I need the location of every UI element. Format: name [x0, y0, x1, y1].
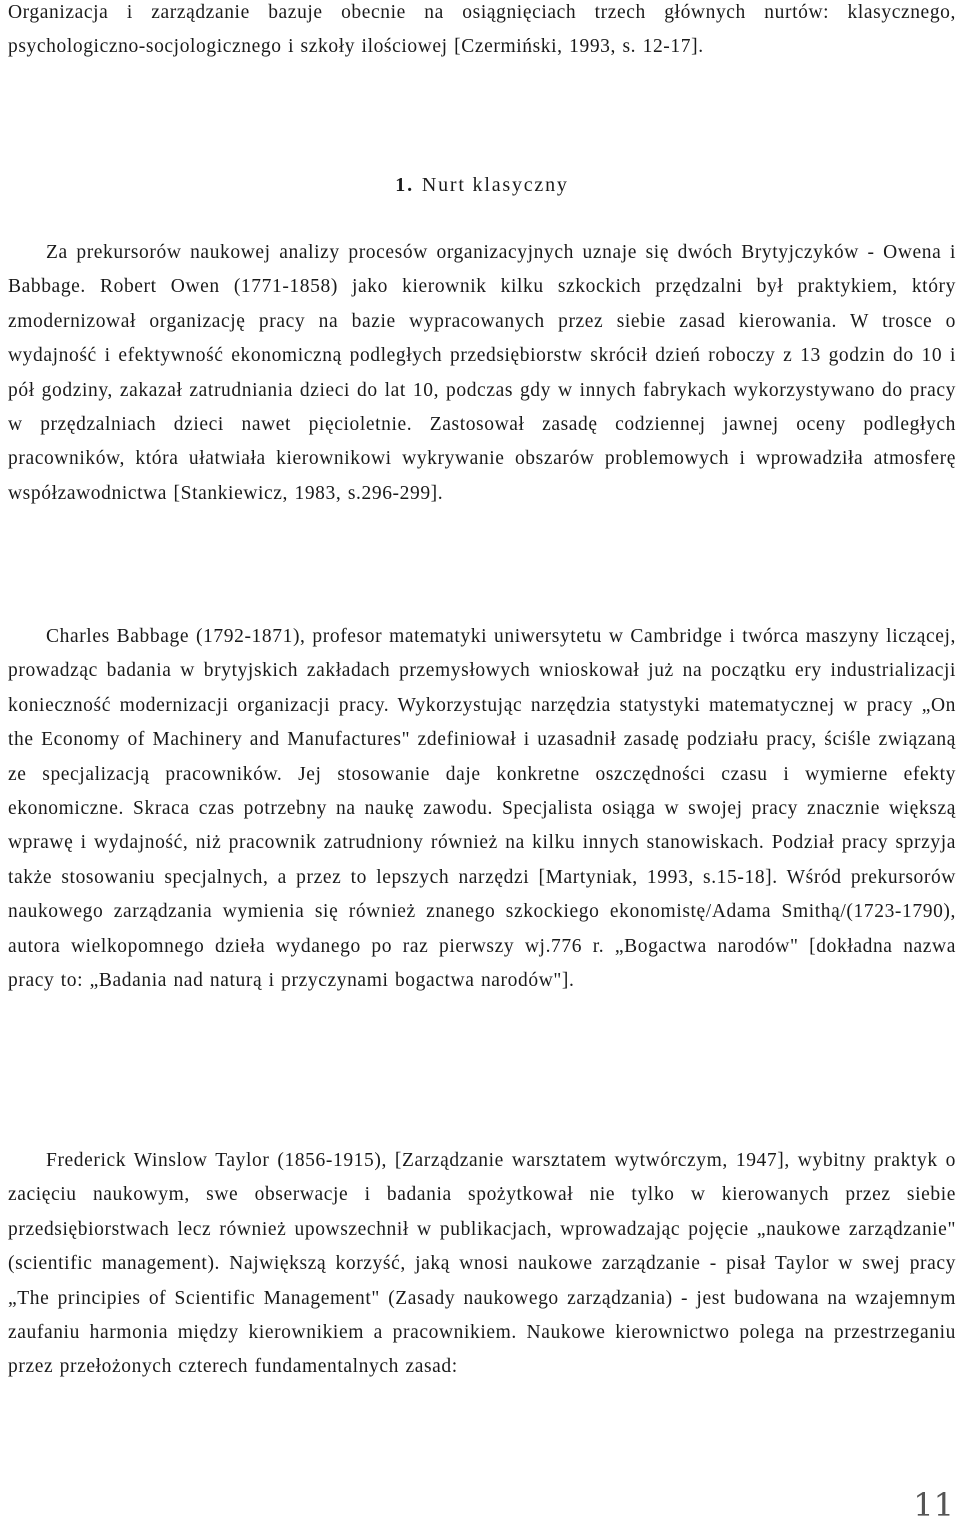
section-heading: [8, 170, 956, 200]
paragraph-taylor: Frederick Winslow Taylor (1856-1915), [Zarządzanie warsztatem wytwórczym, 1947], wybitny praktyk o zacięciu naukowym, swe obserwacje i badania spożytkował nie tylko w kierowanych przez siebie przedsiębiorstwach lecz również upowszechnił w publikacjach, wprowadzając pojęcie „naukowe zarządzanie" (scientific management). Największą korzyść, jaką wnosi naukowe zarządzanie - pisał Taylor w swej pracy „The principies of Scientific Management" (Zasady naukowego zarządzania) - jest budowana na wzajemnym zaufaniu harmonia między kierownikiem a pracownikiem. Naukowe kierownictwo polega na przestrzeganiu przez przełożonych czterech fundamentalnych zasad:: [8, 1150, 956, 1378]
section-title: Nurt klasyczny: [421, 174, 569, 196]
section-number: 1.: [395, 174, 414, 196]
intro-paragraph: Organizacja i zarządzanie bazuje obecnie na osiągnięciach trzech głównych nurtów: klasycznego, psychologiczno-socjologicznego i szkoły ilościowej [Czermiński, 1993, s. 12-17].: [8, 2, 956, 58]
page-number: 11: [913, 1486, 954, 1524]
paragraph-babbage: Charles Babbage (1792-1871), profesor matematyki uniwersytetu w Cambridge i twórca maszyny liczącej, prowadząc badania w brytyjskich zakładach przemysłowych wnioskował już na początku ery industrializacji konieczność modernizacji organizacji pracy. Wykorzystując narzędzia statystyki matematycznej w pracy „On the Economy of Machinery and Manufactures" zdefiniował i uzasadnił zasadę podziału pracy, ściśle związaną ze specjalizacją pracowników. Jej stosowanie daje konkretne oszczędności czasu i wymierne efekty ekonomiczne. Skraca czas potrzebny na naukę zawodu. Specjalista osiąga w swojej pracy znacznie większą wprawę i wydajność, niż pracownik zatrudniony również na kilku innych stanowiskach. Podział pracy sprzyja także stosowaniu specjalnych, a przez to lepszych narzędzi [Martyniak, 1993, s.15-18]. Wśród prekursorów naukowego zarządzania wymienia się również znanego szkockiego ekonomistę/Adama Smithą/(1723-1790), autora wielkopomnego dzieła wydanego po raz pierwszy wj.776 r. „Bogactwa narodów" [dokładna nazwa pracy to: „Badania nad naturą i przyczynami bogactwa narodów"].: [8, 626, 956, 992]
paragraph-owen: Za prekursorów naukowej analizy procesów organizacyjnych uznaje się dwóch Brytyjczyków - Owena i Babbage. Robert Owen (1771-1858) jako kierownik kilku szkockich przędzalni był praktykiem, który zmodernizował organizację pracy na bazie wypracowanych przez siebie zasad kierowania. W trosce o wydajność i efektywność ekonomiczną podległych przedsiębiorstw skrócił dzień roboczy z 13 godzin do 10 i pół godziny, zakazał zatrudniania dzieci do lat 10, podczas gdy w innych fabrykach wykorzystywano do pracy w przędzalniach dzieci nawet pięcioletnie. Zastosował zasadę codziennej jawnej oceny podległych pracowników, która ułatwiała kierownikowi wykrywanie obszarów problemowych i wprowadziła atmosferę współzawodnictwa [Stankiewicz, 1983, s.296-299].: [8, 242, 956, 504]
